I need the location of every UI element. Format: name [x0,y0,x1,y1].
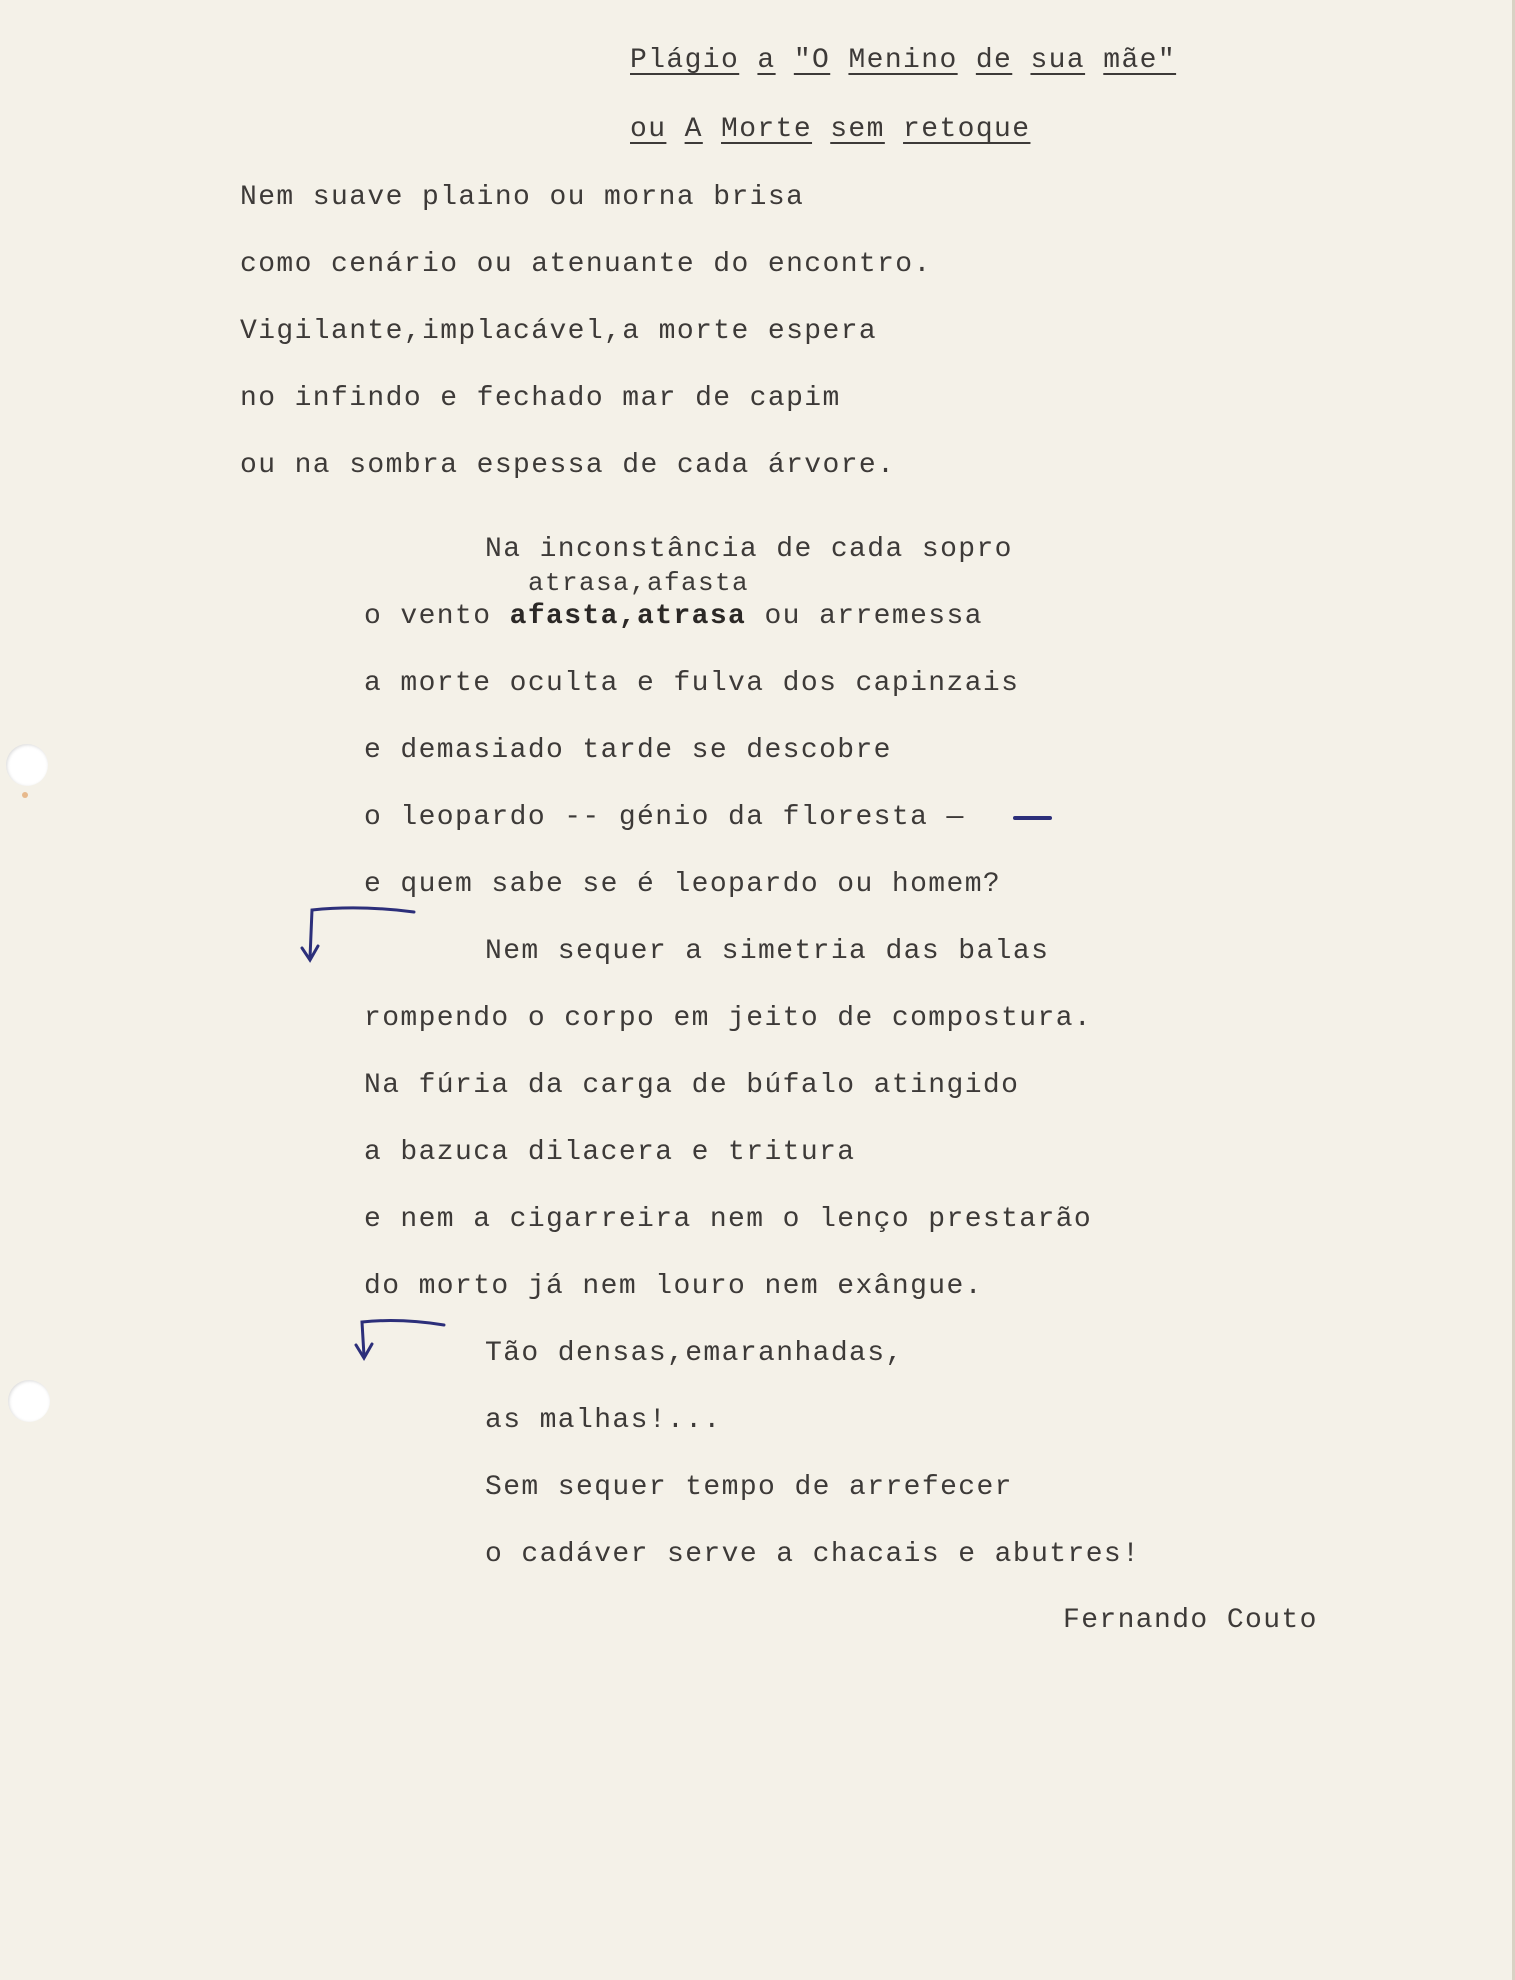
poem-line: e nem a cigarreira nem o lenço prestarão [364,1204,1093,1235]
poem-line: Nem suave plaino ou morna brisa [240,182,805,213]
title-word: sem [830,114,885,145]
poem-line: o leopardo -- génio da floresta — [364,802,965,833]
poem-line: rompendo o corpo em jeito de compostura. [364,1003,1093,1034]
poem-line: Na inconstância de cada sopro [485,534,1013,565]
indent-arrow-mark [310,908,414,958]
poem-line: e quem sabe se é leopardo ou homem? [364,869,1002,900]
poem-line: Nem sequer a simetria das balas [485,936,1050,967]
poem-line: Tão densas,emaranhadas, [485,1338,904,1369]
poem-line: do morto já nem louro nem exângue. [364,1271,983,1302]
poem-line: no infindo e fechado mar de capim [240,383,841,414]
title-word: A [684,114,703,145]
binder-hole [6,744,48,786]
line-end: ou arremessa [764,601,983,632]
poem-line: as malhas!... [485,1405,722,1436]
indent-arrow-mark [362,1321,444,1356]
title-word: mãe" [1103,45,1177,76]
author-signature: Fernando Couto [1063,1605,1318,1636]
rust-speck [22,792,28,798]
title-word: Menino [848,45,958,76]
title-word: sua [1030,45,1086,76]
title-word: retoque [903,114,1031,145]
title-word: Morte [721,114,813,145]
poem-line: e demasiado tarde se descobre [364,735,892,766]
binder-hole [8,1380,50,1422]
poem-line: Vigilante,implacável,a morte espera [240,316,878,347]
title-word: Plágio [630,45,740,76]
poem-line: Na fúria da carga de búfalo atingido [364,1070,1020,1101]
poem-line: a bazuca dilacera e tritura [364,1137,856,1168]
struck-text: afasta,atrasa [509,601,747,632]
title-word: de [975,45,1013,76]
title-word: a [757,45,776,76]
poem-line: como cenário ou atenuante do encontro. [240,249,932,280]
typed-insertion: atrasa,afasta [528,568,750,598]
title-word: "O [793,45,831,76]
poem-line: a morte oculta e fulva dos capinzais [364,668,1020,699]
poem-line: Sem sequer tempo de arrefecer [485,1472,1013,1503]
line-start: o vento [364,601,492,632]
title-word: ou [630,114,667,145]
poem-line: ou na sombra espessa de cada árvore. [240,450,896,481]
poem-line: o cadáver serve a chacais e abutres! [485,1539,1141,1570]
